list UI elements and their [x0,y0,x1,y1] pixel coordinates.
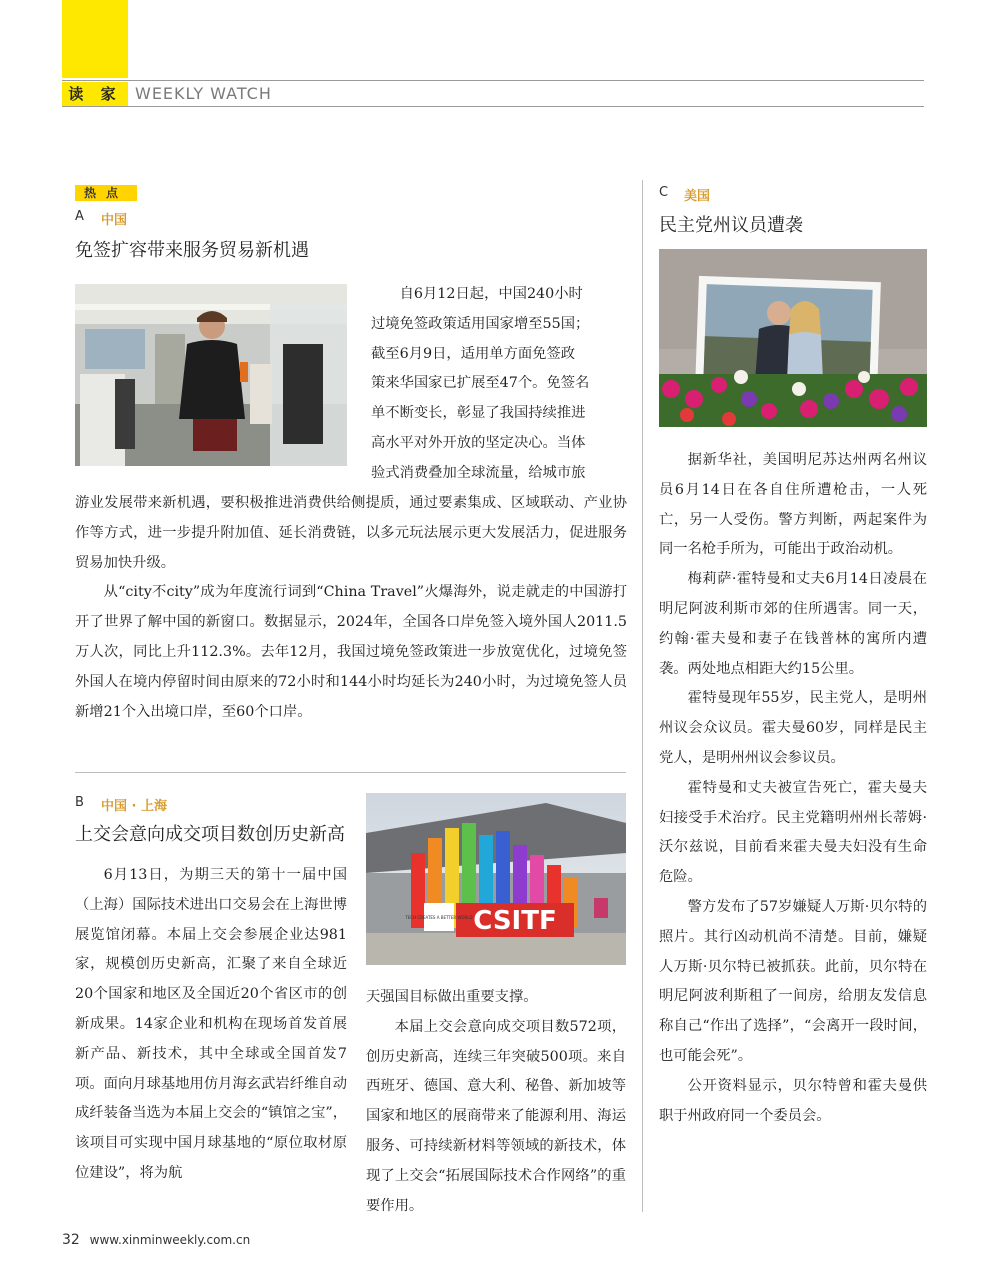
page-footer [62,1232,250,1248]
article-a-body [75,489,627,727]
text-line: 截至6月9日，适用单方面免签政 [371,345,576,362]
article-a-headline: 免签扩容带来服务贸易新机遇 [75,240,309,261]
csitf-logo-text: CSITF [473,906,557,936]
article-a-paragraph-1-rest: 游业发展带来新机遇，要积极推进消费供给侧提质，通过要素集成、区域联动、产业协作等方式，进一步提升附加值、延长消费链，以多元玩法展示更大发展活力，促进服务贸易加快升级。 [75,495,627,571]
page-number: 32 [62,1232,80,1248]
article-b-paragraph-2: 本届上交会意向成交项目数572项，创历史新高，连续三年突破500项。来自西班牙、德国、意大利、秘鲁、新加坡等国家和地区的展商带来了能源利用、海运服务、可持续新材料等领域的新技术，体现了上交会“拓展国际技术合作网络”的重要作用。 [366,1018,626,1214]
text-line: 过境免签政策适用国家增至55国； [371,315,590,332]
article-a-region: 中国 [101,213,128,228]
yellow-corner-block [62,0,128,78]
sculpture-sign-text: TECH CREATES A BETTER WORLD [405,915,473,920]
article-c-headline: 民主党州议员遭袭 [659,215,803,236]
article-c-paragraph: 霍特曼和丈夫被宣告死亡，霍夫曼夫妇接受手术治疗。民主党籍明州州长蒂姆·沃尔兹说，目前看来霍夫曼夫妇没有生命危险。 [659,779,927,886]
column-divider [642,180,643,1212]
article-c-paragraph: 据新华社，美国明尼苏达州两名州议员6月14日在各自住所遭枪击，一人死亡，另一人受伤。警方判断，两起案件为同一名枪手所为，可能出于政治动机。 [659,452,927,558]
text-line: 自6月12日起，中国240小时 [399,286,583,302]
article-b-paragraph-1-continued: 天强国目标做出重要支撑。 [366,989,538,1005]
section-label: 读 家 [62,82,128,106]
article-b-headline: 上交会意向成交项目数创历史新高 [75,824,345,845]
website-link[interactable]: www.xinminweekly.com.cn [89,1233,251,1247]
article-a-photo [75,284,347,466]
article-b-column-1 [75,861,347,1189]
article-b-region: 中国 · 上海 [101,799,167,814]
text-line: 策来华国家已扩展至47个。免签名 [371,375,590,392]
article-a-letter: A [75,209,84,224]
article-c-body [659,446,927,1131]
article-c-paragraph: 梅莉萨·霍特曼和丈夫6月14日凌晨在明尼阿波利斯市郊的住所遇害。同一天，约翰·霍夫曼和妻子在钱普林的寓所内遭袭。两处地点相距大约15公里。 [659,571,927,677]
article-b-photo [366,793,626,965]
article-c-photo [659,249,927,427]
section-english-title: WEEKLY WATCH [135,84,272,103]
text-line: 验式消费叠加全球流量，给城市旅 [371,464,586,481]
article-c-paragraph: 霍特曼现年55岁，民主党人，是明州州议会众议员。霍夫曼60岁，同样是民主党人，是明州州议会参议员。 [659,690,927,766]
text-line: 高水平对外开放的坚定决心。当体 [371,434,586,451]
header-bottom-rule [62,106,924,107]
article-c-paragraph: 公开资料显示，贝尔特曾和霍夫曼供职于州政府同一个委员会。 [659,1077,927,1124]
text-line: 单不断变长，彰显了我国持续推进 [371,405,586,422]
article-c-letter: C [659,185,669,200]
section-divider [75,772,626,773]
article-a-paragraph-1-wrap [371,280,627,489]
article-b-column-2 [366,983,626,1221]
header-top-rule [62,80,924,81]
article-b-letter: B [75,795,84,810]
article-a-paragraph-2: 从“city不city”成为年度流行词到“China Travel”火爆海外，说走就走的中国游打开了世界了解中国的新窗口。数据显示，2024年，全国各口岸免签入境外国人2011.5万人次，同比上升112.3%。去年12月，我国过境免签政策进一步放宽优化，过境免签外国人在境内停留时间由原来的72小时和144小时均延长为240小时，为过境免签人员新增21个入出境口岸，至60个口岸。 [75,584,627,720]
article-c-paragraph: 警方发布了57岁嫌疑人万斯·贝尔特的照片。其行凶动机尚不清楚。目前，嫌疑人万斯·贝尔特已被抓获。此前，贝尔特在明尼阿波利斯租了一间房，给朋友发信息称自己“作出了选择”，“会离开一段时间，也可能会死”。 [659,898,927,1064]
article-c-region: 美国 [684,189,711,204]
hot-topics-badge: 热点 [75,185,137,201]
article-b-paragraph-1: 6月13日，为期三天的第十一届中国（上海）国际技术进出口交易会在上海世博展览馆闭幕。本届上交会参展企业达981家，规模创历史新高，汇聚了来自全球近20个国家和地区及全国近20个省区市的创新成果。14家企业和机构在现场首发首展新产品、新技术，其中全球或全国首发7项。面向月球基地用仿月海玄武岩纤维自动成纤装备当选为本届上交会的“镇馆之宝”，该项目可实现中国月球基地的“原位取材原位建设”，将为航 [75,867,347,1181]
